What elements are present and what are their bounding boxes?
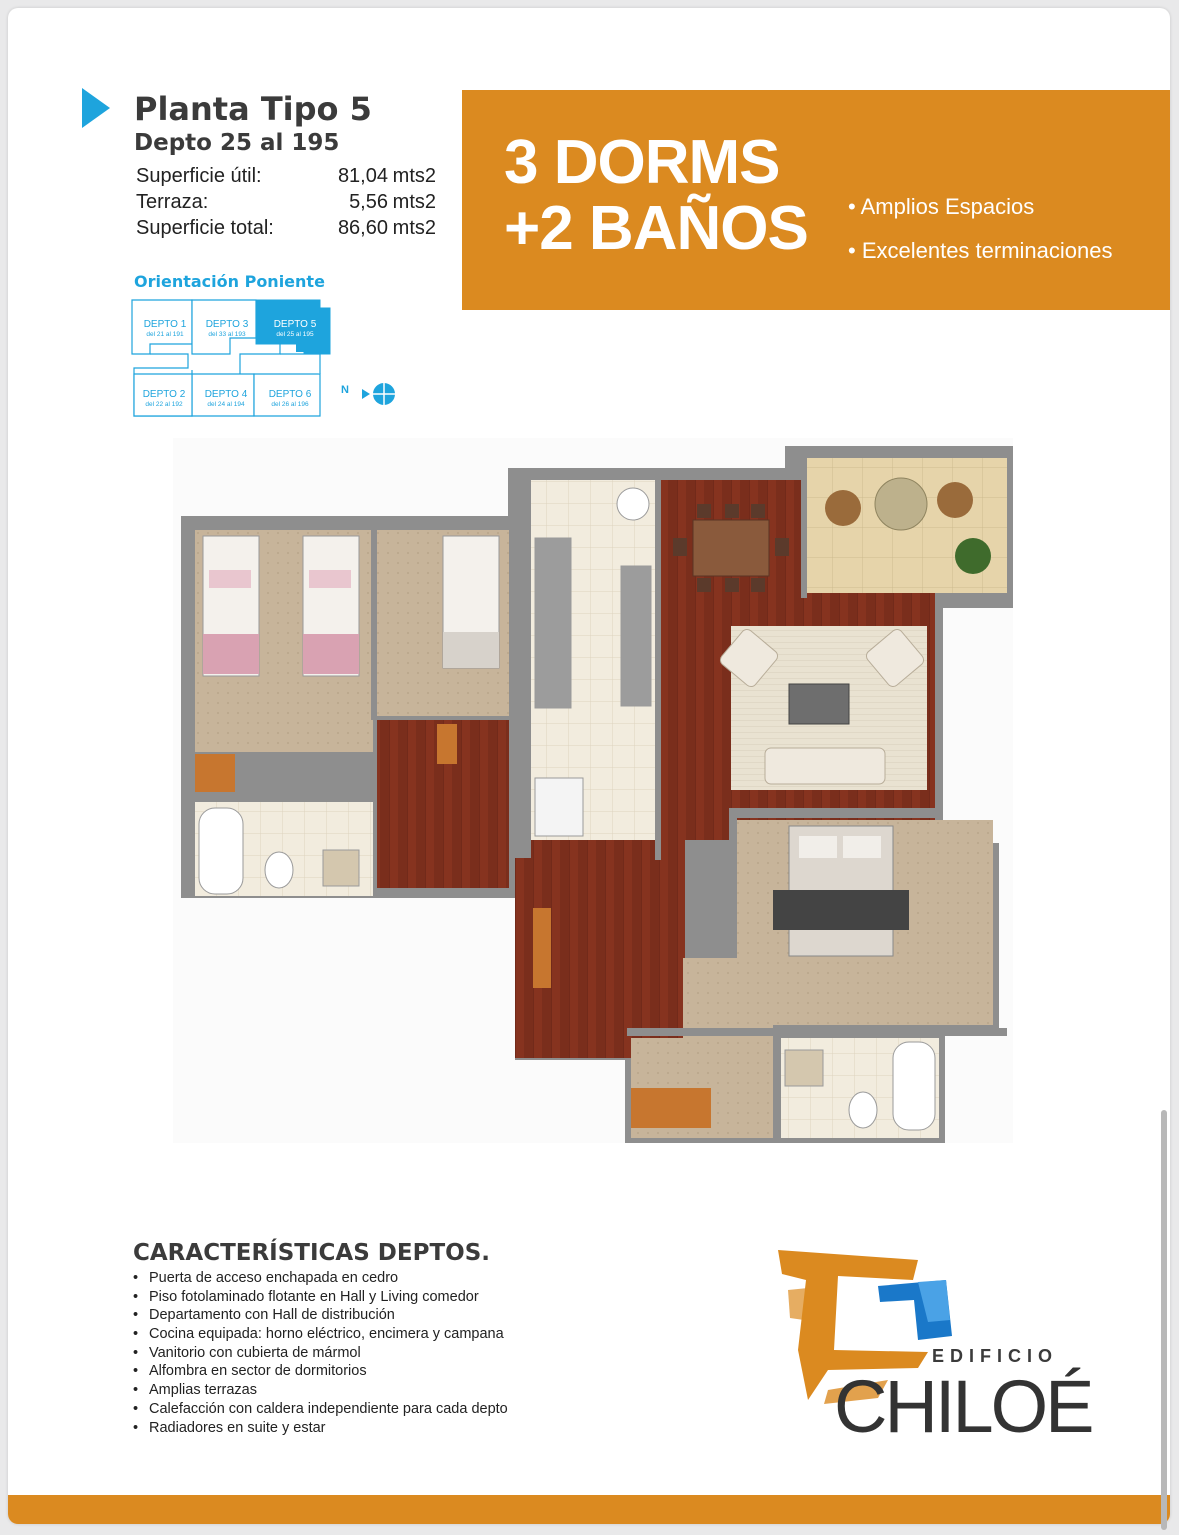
- keyplan-unit-2: DEPTO 2 del 22 al 192: [142, 389, 186, 408]
- area-label: Superficie total:: [136, 217, 274, 239]
- footer-band: [8, 1495, 1170, 1524]
- area-value: 5,56: [349, 191, 388, 213]
- feature-item: • Cocina equipada: horno eléctrico, encimera y campana: [133, 1326, 508, 1345]
- promo-bullet: • Amplios Espacios: [848, 194, 1035, 219]
- feature-item: • Vanitorio con cubierta de mármol: [133, 1345, 508, 1364]
- feature-item: • Radiadores en suite y estar: [133, 1420, 508, 1439]
- area-unit: mts2: [392, 191, 436, 213]
- keyplan-unit-3: DEPTO 3 del 33 al 193: [205, 319, 249, 338]
- feature-item: • Calefacción con caldera independiente para cada depto: [133, 1401, 508, 1420]
- area-unit: mts2: [392, 165, 436, 187]
- features-title: CARACTERÍSTICAS DEPTOS.: [133, 1240, 491, 1266]
- brochure-page: [8, 8, 1170, 1524]
- promo-panel: [462, 90, 1170, 310]
- logo-word-edificio: EDIFICIO: [932, 1346, 1059, 1366]
- promo-line-baths: +2 BAÑOS: [504, 194, 808, 263]
- keyplan-unit-6: DEPTO 6 del 26 al 196: [268, 389, 312, 408]
- features-list: [133, 1270, 508, 1438]
- keyplan-unit-5-active: DEPTO 5 del 25 al 195: [273, 319, 317, 338]
- page-title: Planta Tipo 5: [134, 90, 372, 128]
- promo-bullets: [848, 194, 1113, 282]
- key-plan: [130, 298, 410, 418]
- promo-line-dorms: 3 DORMS: [504, 128, 780, 197]
- area-row-terrace: [136, 191, 436, 217]
- keyplan-unit-4: DEPTO 4 del 24 al 194: [204, 389, 248, 408]
- area-row-useful: [136, 165, 436, 191]
- feature-item: • Amplias terrazas: [133, 1382, 508, 1401]
- area-value: 81,04: [337, 165, 388, 187]
- floor-plan-image: [173, 438, 1013, 1143]
- logo-word-chiloe: CHILOÉ: [834, 1365, 1092, 1448]
- area-label: Superficie útil:: [136, 165, 262, 187]
- orientation-label: Orientación Poniente: [134, 272, 325, 291]
- area-row-total: [136, 217, 436, 243]
- area-unit: mts2: [392, 217, 436, 239]
- scrollbar[interactable]: [1161, 1110, 1167, 1530]
- page-subtitle: Depto 25 al 195: [134, 130, 340, 156]
- area-table: [136, 165, 436, 243]
- feature-item: • Puerta de acceso enchapada en cedro: [133, 1270, 508, 1289]
- area-value: 86,60: [337, 217, 388, 239]
- feature-item: • Piso fotolaminado flotante en Hall y Living comedor: [133, 1289, 508, 1308]
- promo-bullet: • Excelentes terminaciones: [848, 238, 1113, 263]
- play-arrow-icon: [82, 88, 110, 128]
- feature-item: • Departamento con Hall de distribución: [133, 1307, 508, 1326]
- area-label: Terraza:: [136, 191, 209, 213]
- keyplan-unit-1: DEPTO 1 del 21 al 191: [143, 319, 187, 338]
- north-label: N: [341, 384, 349, 396]
- feature-item: • Alfombra en sector de dormitorios: [133, 1363, 508, 1382]
- promo-headline: [504, 130, 808, 262]
